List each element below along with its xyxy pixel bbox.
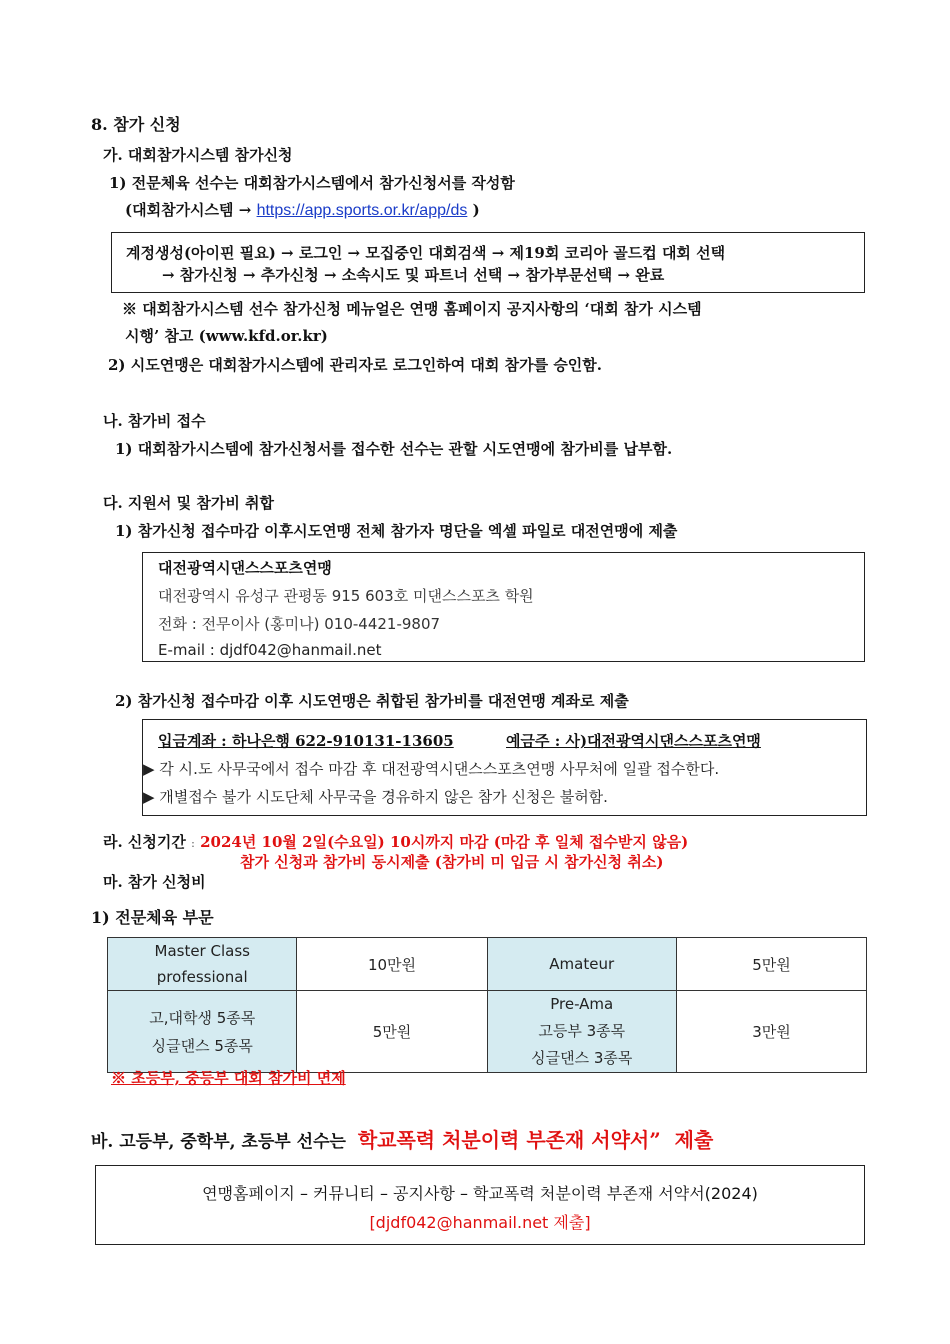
fee-row xyxy=(108,938,867,991)
ba-line xyxy=(91,1124,713,1153)
heading-na: 나. 참가비 접수 xyxy=(103,412,206,430)
fee-cell-amateur-price: 5만원 xyxy=(676,938,866,991)
steps-line2: → 참가신청 → 추가신청 → 소속시도 및 파트너 선택 → 참가부문선택 → 완료 xyxy=(162,266,665,284)
bullet1: ▶ 각 시․도 사무국에서 접수 마감 후 대전광역시댄스스포츠연맹 사무처에 일괄 접수한다. xyxy=(143,760,720,778)
ba-prefix: 바. 고등부, 중학부, 초등부 선수는 xyxy=(91,1132,346,1152)
ma-sub: 1) 전문체육 부문 xyxy=(91,908,214,927)
system-link[interactable]: https://app.sports.or.kr/app/ds xyxy=(256,202,468,219)
fee-cell-highschool xyxy=(108,991,297,1073)
fee-row xyxy=(108,991,867,1073)
ra-deadline: 2024년 10월 2일(수요일) 10시까지 마감 (마감 후 일체 접수받지 않음) xyxy=(200,833,689,851)
fee-cell-amateur: Amateur xyxy=(487,938,676,991)
fee-cell-highschool-price: 5만원 xyxy=(297,991,487,1073)
fee-highschool-line2: 싱글댄스 5종목 xyxy=(151,1036,253,1055)
fee-preama-line3: 싱글댄스 3종목 xyxy=(531,1049,633,1067)
da-item2: 2) 참가신청 접수마감 이후 시도연맹은 취합된 참가비를 대전연맹 계좌로 제출 xyxy=(115,692,629,710)
fee-highschool-line1: 고,대학생 5종목 xyxy=(149,1008,256,1027)
fee-cell-master-price: 10만원 xyxy=(297,938,487,991)
system-suffix: ) xyxy=(472,201,480,219)
da-item1: 1) 참가신청 접수마감 이후시도연맹 전체 참가자 명단을 엑셀 파일로 대전연맹에 제출 xyxy=(115,522,678,540)
fee-table xyxy=(107,937,867,1073)
note-line2: 시행’ 참고 (www.kfd.or.kr) xyxy=(125,327,328,345)
system-link-line xyxy=(125,199,480,220)
fee-preama-line2: 고등부 3종목 xyxy=(538,1022,626,1040)
fee-preama-line1: Pre-Ama xyxy=(550,995,614,1013)
fee-cell-preama xyxy=(487,991,676,1073)
org-address: 대전광역시 유성구 관평동 915 603호 미댄스스포츠 학원 xyxy=(158,587,534,605)
ga-item1: 1) 전문체육 선수는 대회참가시스템에서 참가신청서를 작성함 xyxy=(109,174,515,192)
fee-master-line2: professional xyxy=(156,968,248,986)
pledge-line1: 연맹홈페이지 – 커뮤니티 – 공지사항 – 학교폭력 처분이력 부존재 서약서(2024) xyxy=(202,1184,758,1203)
depositor: 예금주 : 사)대전광역시댄스스포츠연맹 xyxy=(506,732,761,750)
fee-exempt-note: ※ 초등부, 중등부 대회 참가비 면제 xyxy=(111,1069,346,1087)
org-contact-box xyxy=(142,552,865,662)
org-name: 대전광역시댄스스포츠연맹 xyxy=(158,559,332,577)
ra-label-line xyxy=(103,831,688,852)
bullet2: ▶ 개별접수 불가 시도단체 사무국을 경유하지 않은 참가 신청은 불허함. xyxy=(143,788,608,806)
fee-master-line1: Master Class xyxy=(154,942,250,960)
heading-ga: 가. 대회참가시스템 참가신청 xyxy=(103,146,293,164)
account-box xyxy=(142,719,867,816)
pledge-box xyxy=(95,1165,865,1245)
ra-label: 라. 신청기간 xyxy=(103,833,186,851)
org-phone: 전화 : 전무이사 (홍미나) 010-4421-9807 xyxy=(158,615,441,633)
fee-cell-preama-price: 3만원 xyxy=(676,991,866,1073)
steps-line1: 계정생성(아이핀 필요) → 로그인 → 모집중인 대회검색 → 제19회 코리아 골드컵 대회 선택 xyxy=(126,244,726,262)
note-line1: ※ 대회참가시스템 선수 참가신청 메뉴얼은 연맹 홈페이지 공지사항의 ‘대회 참가 시스템 xyxy=(122,300,702,318)
ra-line2: 참가 신청과 참가비 동시제출 (참가비 미 입금 시 참가신청 취소) xyxy=(240,853,664,871)
section-title: 8. 참가 신청 xyxy=(91,115,181,134)
account-number: 입금계좌 : 하나은행 622-910131-13605 xyxy=(158,732,454,750)
ra-colon: : xyxy=(191,837,195,850)
ba-suffix: 제출 xyxy=(674,1128,714,1152)
fee-cell-master xyxy=(108,938,297,991)
system-prefix: (대회참가시스템 → xyxy=(125,201,252,219)
heading-da: 다. 지원서 및 참가비 취합 xyxy=(103,494,275,512)
ba-highlight: 학교폭력 처분이력 부존재 서약서” xyxy=(357,1128,661,1152)
steps-box xyxy=(111,232,865,293)
pledge-line2: [djdf042@hanmail.net 제출] xyxy=(369,1213,591,1232)
na-item1: 1) 대회참가시스템에 참가신청서를 접수한 선수는 관할 시도연맹에 참가비를 납부함. xyxy=(115,440,673,458)
ga-item2: 2) 시도연맹은 대회참가시스템에 관리자로 로그인하여 대회 참가를 승인함. xyxy=(108,356,603,374)
heading-ma: 마. 참가 신청비 xyxy=(103,873,206,891)
org-email: E-mail : djdf042@hanmail.net xyxy=(158,641,382,659)
